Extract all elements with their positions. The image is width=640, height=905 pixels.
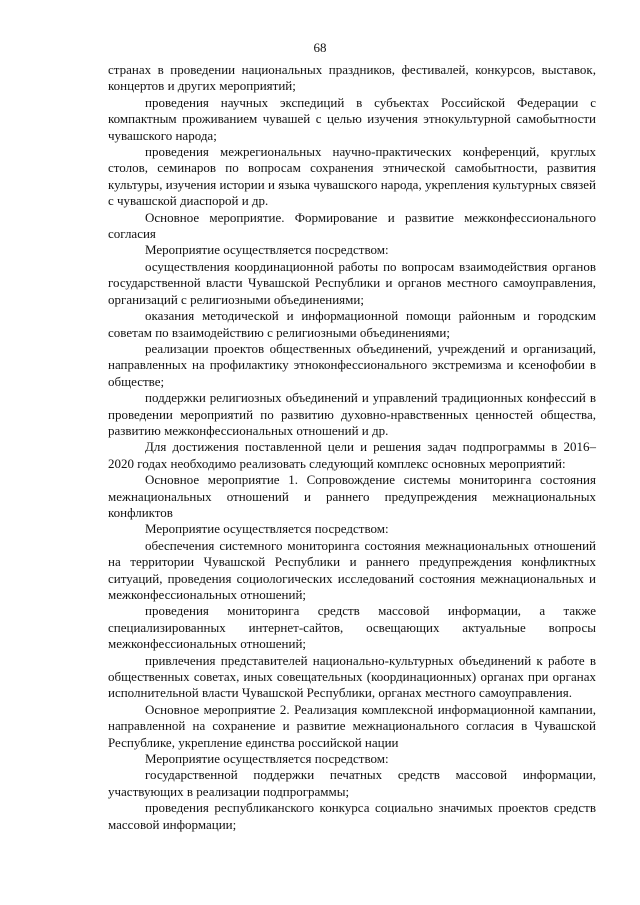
paragraph: Основное мероприятие. Формирование и развитие межконфессионального согласия [108, 209, 596, 242]
paragraph: осуществления координационной работы по вопросам взаимодействия органов государственной власти Чувашской Республики и органов местного самоуправления, организаций с религиозными объединениями; [108, 258, 596, 307]
paragraph: проведения научных экспедиций в субъектах Российской Федерации с компактным проживанием чувашей с целью изучения этнокультурной самобытности чувашского народа; [108, 94, 596, 143]
paragraph: проведения республиканского конкурса социально значимых проектов средств массовой информации; [108, 800, 596, 832]
document-body [108, 62, 596, 833]
paragraph: Для достижения поставленной цели и решения задач подпрограммы в 2016–2020 годах необходимо реализовать следующий комплекс основных мероприятий: [108, 439, 596, 471]
paragraph: Мероприятие осуществляется посредством: [145, 751, 389, 767]
paragraph: Основное мероприятие 2. Реализация комплексной информационной кампании, направленной на сохранение и развитие межнационального согласия в Чувашской Республике, укрепление единства российской нации [108, 701, 596, 750]
paragraph: проведения межрегиональных научно-практических конференций, круглых столов, семинаров по вопросам сохранения этнической самобытности, развития культуры, изучения истории и языка чувашского народа, укрепления культурных связей с чувашской диаспорой и др. [108, 144, 596, 209]
paragraph: реализации проектов общественных объединений, учреждений и организаций, направленных на профилактику этноконфессионального экстремизма и ксенофобии в обществе; [108, 340, 596, 389]
paragraph: проведения мониторинга средств массовой информации, а также специализированных интернет-сайтов, освещающих актуальные вопросы межконфессиональных отношений; [108, 603, 596, 652]
paragraph: привлечения представителей национально-культурных объединений к работе в общественных советах, иных совещательных (координационных) органах при органах исполнительной власти Чувашской Республики, органах местного самоуправления. [108, 652, 596, 701]
paragraph: государственной поддержки печатных средств массовой информации, участвующих в реализации подпрограммы; [108, 767, 596, 799]
paragraph: Мероприятие осуществляется посредством: [145, 242, 389, 258]
page-number: 68 [313, 40, 327, 55]
paragraph: Мероприятие осуществляется посредством: [145, 521, 389, 537]
paragraph: обеспечения системного мониторинга состояния межнациональных отношений на территории Чувашской Республики и раннего предупреждения конфликтных ситуаций, проведения социологических исследований состояния межнациональных и межконфессиональных отношений; [108, 537, 596, 602]
paragraph: поддержки религиозных объединений и управлений традиционных конфессий в проведении мероприятий по развитию духовно-нравственных ценностей общества, развитию межконфессиональных отношений и др. [108, 390, 596, 438]
paragraph: странах в проведении национальных праздников, фестивалей, конкурсов, выставок, концертов и других мероприятий; [108, 62, 596, 94]
paragraph: Основное мероприятие 1. Сопровождение системы мониторинга состояния межнациональных отношений и раннего предупреждения межнациональных конфликтов [108, 472, 596, 520]
paragraph: оказания методической и информационной помощи районным и городским советам по взаимодействию с религиозными объединениями; [108, 308, 596, 340]
